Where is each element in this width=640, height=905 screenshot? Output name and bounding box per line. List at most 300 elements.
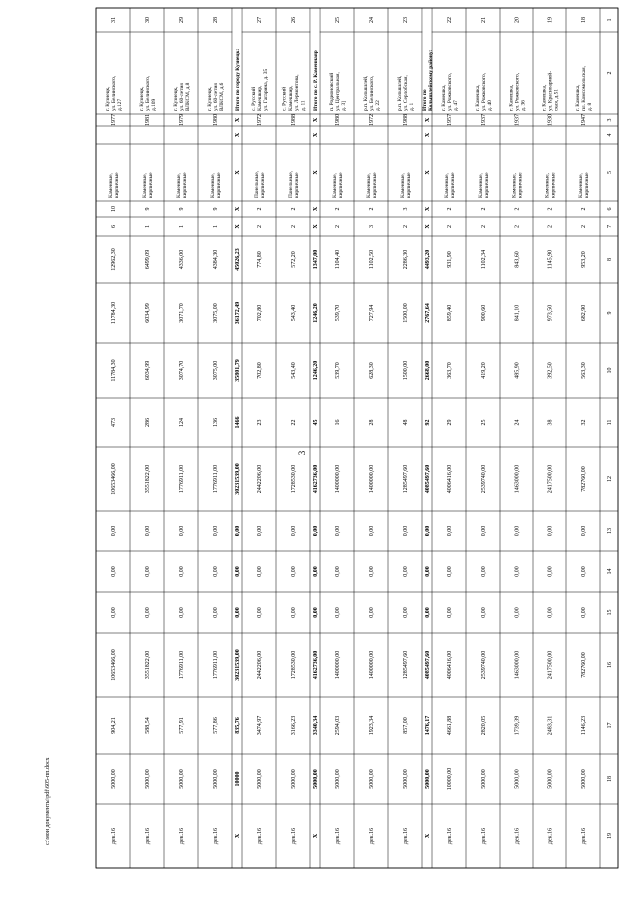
total-row-label: Итого по с. Р. Каменнаяр (313, 50, 319, 111)
table-cell: 0,00 (547, 607, 554, 618)
total-cell: 5000,00 (313, 769, 319, 789)
table-cell: дек.16 (369, 827, 375, 845)
table-cell: 5000,00 (481, 769, 487, 789)
table-cell: 2 (257, 207, 263, 211)
table-cell: 5000,00 (369, 769, 375, 789)
address-cell: г. Камешка,ул. Рожковского,д. 40 (474, 72, 494, 111)
total-cell: X (235, 206, 241, 212)
total-cell: 35801,79 (235, 359, 241, 382)
table-cell: 0,00 (257, 607, 263, 618)
address-cell: с. РусскийКамешкир,ул. Лермонтова,д. 11 (281, 74, 307, 111)
table-cell: 1972 (257, 114, 263, 126)
table-cell: 5000,00 (335, 769, 341, 789)
table-cell: 727,94 (369, 304, 375, 322)
table-cell: 0,00 (111, 566, 117, 577)
total-cell: 45026,23 (235, 248, 241, 271)
table-cell: 6034,99 (145, 303, 151, 323)
total-cell: 4162736,00 (313, 464, 319, 494)
table-cell: 2 (403, 225, 409, 228)
table-cell: 0,00 (514, 607, 521, 618)
table-cell: 2 (447, 207, 453, 211)
table-cell: 5000,00 (403, 769, 409, 789)
table-cell: 1285497,60 (403, 464, 409, 494)
total-cell: X (235, 170, 241, 175)
table-cell: 577,91 (179, 717, 185, 734)
table-cell: 1728530,00 (291, 650, 297, 680)
wall-material-cell: Панельные,кирпичные (253, 171, 267, 198)
table-cell: 5000,00 (179, 769, 185, 789)
total-row-label: Итого по городу Кузнецк: (235, 48, 241, 111)
table-cell: 6499,09 (145, 249, 151, 270)
table-cell: 12962,30 (111, 248, 117, 271)
table-cell: 2286,30 (403, 249, 409, 270)
table-cell: 1285497,60 (403, 650, 409, 680)
table-cell: 1988 (403, 114, 409, 126)
total-cell: 0,00 (425, 525, 431, 537)
table-cell: 3 (403, 207, 409, 211)
table-cell: дек.16 (547, 827, 554, 845)
table-cell: 0,00 (335, 607, 341, 618)
table-cell: дек.16 (481, 827, 487, 845)
column-number-6: 6 (607, 207, 613, 211)
total-cell: X (235, 132, 241, 138)
table-cell: 2442206,00 (257, 464, 263, 494)
table-cell: 3071,70 (179, 303, 185, 323)
column-number-9: 9 (607, 311, 613, 315)
column-number-18: 18 (607, 776, 613, 782)
table-cell: 0,00 (179, 607, 185, 618)
address-cell: г. Камешка,пл. Комсомольская,д. 8 (574, 66, 594, 111)
table-cell: 2 (581, 225, 587, 228)
table-cell: 2 (481, 207, 487, 211)
table-cell: 0,00 (179, 566, 185, 577)
table-cell: 38 (547, 419, 554, 426)
total-cell: 1347,00 (313, 249, 319, 270)
table-cell: 1980 (213, 114, 219, 126)
column-number-15: 15 (607, 609, 613, 616)
table-cell: 2 (291, 207, 297, 211)
table-cell: 3074,70 (179, 360, 185, 381)
total-cell: 5000,00 (425, 769, 431, 789)
table-cell: 1776911,00 (179, 650, 185, 680)
address-cell: г. Кузнецк,ул. Белинского,д.109 (138, 75, 158, 111)
table-cell: 0,00 (213, 525, 219, 537)
table-cell: 973,50 (547, 304, 554, 322)
table-cell: 782760,00 (581, 652, 587, 678)
column-number-17: 17 (607, 722, 613, 729)
total-cell: 4493,20 (425, 249, 431, 270)
table-cell: дек.16 (145, 827, 151, 845)
total-cell: 1246,20 (313, 303, 319, 323)
column-number-13: 13 (607, 528, 613, 534)
row-number-cell: 26 (291, 17, 297, 23)
table-cell: 22 (291, 419, 297, 426)
table-cell: 1104,40 (335, 249, 341, 270)
wall-material-cell: Каменные,кирпичные (209, 172, 223, 198)
table-cell: 0,00 (447, 566, 453, 577)
total-cell: 4085497,60 (425, 464, 431, 494)
table-cell: 16 (335, 419, 341, 426)
row-number-cell: 25 (335, 17, 341, 23)
table-cell: 473 (111, 418, 117, 427)
table-cell: 1776911,00 (213, 464, 219, 494)
table-cell: 0,00 (581, 525, 587, 537)
table-cell: 1463000,00 (514, 464, 521, 494)
table-cell: 0,00 (403, 607, 409, 618)
total-cell: 2668,00 (425, 360, 431, 381)
table-cell: 2 (481, 225, 487, 228)
table-cell: 11784,30 (111, 359, 117, 382)
table-cell: 702,80 (257, 304, 263, 322)
table-cell: 1977 (111, 114, 117, 126)
table-cell: 0,00 (111, 607, 117, 618)
table-cell: 3474,97 (257, 715, 263, 736)
table-cell: 1988 (291, 114, 297, 126)
table-cell: 0,00 (481, 607, 487, 618)
page-number: 3 (297, 450, 307, 456)
table-cell: 0,00 (481, 566, 487, 577)
table-cell: 0,00 (514, 525, 521, 537)
table-cell: 2417500,00 (547, 650, 554, 680)
table-cell: 843,60 (514, 251, 521, 268)
table-cell: 2 (514, 207, 521, 211)
total-cell: X (235, 833, 241, 839)
table-cell: дек.16 (581, 827, 587, 845)
total-cell: 3340,34 (313, 715, 319, 736)
wall-material-cell: Каменные,кирпичные (443, 172, 457, 198)
table-cell: 774,80 (257, 251, 263, 268)
table-cell: 32 (581, 419, 587, 426)
row-number-cell: 18 (581, 17, 587, 23)
table-cell: 1930 (547, 114, 554, 126)
table-cell: 1102,34 (481, 249, 487, 270)
table-cell: 0,00 (581, 607, 587, 618)
row-number-cell: 19 (547, 17, 554, 23)
table-cell: 0,00 (111, 525, 117, 537)
address-cell: г. Камешка,ул. Красноармей-ская, д.51 (541, 71, 560, 111)
wall-material-cell: Каменные,кирпичные (399, 172, 413, 198)
row-number-cell: 22 (447, 17, 453, 23)
table-cell: 1776911,00 (213, 650, 219, 680)
total-cell: 0,00 (313, 607, 319, 618)
table-cell: 1937 (514, 114, 521, 126)
column-number-2: 2 (607, 71, 613, 75)
column-number-3: 3 (607, 118, 613, 122)
row-number-cell: 20 (514, 17, 521, 23)
table-cell: 392,50 (547, 362, 554, 379)
table-cell: 0,00 (145, 607, 151, 618)
table-cell: 1923,34 (369, 715, 375, 736)
wall-material-cell: Каменные,кирпичные (544, 172, 557, 198)
total-cell: 0,00 (235, 525, 241, 537)
total-cell: 30231539,00 (235, 463, 241, 495)
address-cell: г. Кузнецк,ул. Белинского,д.127 (104, 75, 124, 111)
table-cell: 11784,30 (111, 301, 117, 325)
table-cell: 0,00 (291, 525, 297, 537)
total-cell: X (313, 833, 319, 839)
table-cell: 2 (291, 225, 297, 228)
total-cell: 2767,64 (425, 303, 431, 323)
table-cell: дек.16 (335, 827, 341, 845)
table-cell: 28 (369, 419, 375, 426)
total-cell: 30231539,00 (235, 649, 241, 681)
table-cell: 1400000,00 (335, 650, 341, 680)
table-cell: 24 (514, 419, 521, 426)
table-cell: 1102,50 (369, 249, 375, 270)
table-cell: 0,00 (145, 525, 151, 537)
table-cell: 1500,00 (403, 303, 409, 323)
table-cell: 2820,05 (481, 715, 487, 736)
table-cell: 3166,23 (291, 715, 297, 736)
table-cell: 0,00 (369, 525, 375, 537)
total-cell: 4085497,60 (425, 650, 431, 680)
table-cell: 5000,00 (514, 769, 521, 789)
table-cell: 0,00 (447, 525, 453, 537)
column-number-8: 8 (607, 258, 613, 261)
table-cell: 363,70 (447, 362, 453, 379)
table-cell: 0,00 (145, 566, 151, 577)
row-number-cell: 21 (481, 17, 487, 23)
table-cell: 0,00 (335, 525, 341, 537)
table-cell: 702,80 (257, 362, 263, 379)
total-cell: 1476,17 (425, 715, 431, 736)
table-cell: 3075,00 (213, 360, 219, 381)
total-cell: 36172,49 (235, 301, 241, 325)
table-cell: 563,30 (581, 362, 587, 379)
table-cell: 2 (547, 207, 554, 211)
table-border (96, 8, 618, 868)
table-cell: 3075,00 (213, 303, 219, 323)
table-cell: 953,20 (581, 251, 587, 268)
table-cell: 543,40 (291, 362, 297, 379)
table-cell: дек.16 (447, 827, 453, 845)
total-cell: 4162736,00 (313, 650, 319, 680)
table-cell: 0,00 (403, 525, 409, 537)
table-cell: 682,90 (581, 304, 587, 322)
table-cell: дек.16 (403, 827, 409, 845)
address-cell: р.п. Колышлей,ул. Серлобская,д. 1 (396, 75, 416, 111)
total-cell: 0,00 (235, 607, 241, 618)
total-cell: 1246,20 (313, 360, 319, 381)
total-cell: X (425, 224, 431, 229)
table-cell: 1146,23 (581, 715, 587, 736)
table-cell: 2442206,00 (257, 650, 263, 680)
table-cell: 1972 (369, 114, 375, 126)
table-cell: 1400000,00 (335, 464, 341, 494)
table-cell: 543,40 (291, 304, 297, 322)
address-cell: г. Кузнецк,ул. 60-летияВЛКСМ, д.8 (172, 82, 192, 111)
table-cell: 6034,99 (145, 360, 151, 381)
address-cell: г. Камешка,ул. Рожковского,д. 36 (508, 72, 527, 111)
table-cell: 0,00 (481, 525, 487, 537)
table-cell: 1957 (447, 114, 453, 126)
table-cell: 29 (447, 419, 453, 426)
table-cell: 1 (145, 225, 151, 228)
row-number-cell: 24 (369, 17, 375, 23)
row-number-cell: 29 (179, 17, 185, 23)
table-cell: 859,40 (447, 304, 453, 322)
column-number-5: 5 (607, 171, 613, 174)
table-cell: 4384,30 (213, 249, 219, 270)
table-cell: 1145,90 (547, 249, 554, 270)
table-cell: дек.16 (111, 827, 117, 845)
table-cell: 1981 (145, 114, 151, 126)
total-cell: X (313, 132, 319, 138)
table-cell: 0,00 (547, 566, 554, 577)
table-cell: 4336,00 (179, 249, 185, 270)
total-cell: 835,76 (235, 717, 241, 734)
column-number-7: 7 (607, 225, 613, 228)
row-number-cell: 30 (145, 17, 151, 23)
table-cell: 0,00 (447, 607, 453, 618)
table-cell: 904,21 (111, 717, 117, 734)
table-cell: 1400000,00 (369, 650, 375, 680)
table-cell: 2 (335, 225, 341, 228)
table-cell: дек.16 (514, 827, 521, 845)
table-cell: 0,00 (291, 566, 297, 577)
table-cell: 6 (111, 225, 117, 228)
table-cell: 2 (335, 207, 341, 211)
column-number-12: 12 (607, 476, 613, 482)
table-cell: 1980 (335, 114, 341, 126)
table-cell: 539,70 (335, 362, 341, 379)
total-cell: X (235, 117, 241, 123)
table-cell: 588,54 (145, 717, 151, 734)
total-cell: X (425, 170, 431, 175)
column-number-19: 19 (607, 833, 613, 839)
table-cell: 2 (514, 225, 521, 228)
address-cell: с. РусскийКамешкир,ул. Гагарина, д. 35 (250, 68, 270, 111)
table-cell: 1979 (179, 114, 185, 126)
table-cell: 782760,00 (581, 466, 587, 492)
row-number-cell: 28 (213, 17, 219, 23)
table-cell: 931,90 (447, 251, 453, 268)
wall-material-cell: Каменные,кирпичные (331, 172, 345, 198)
table-cell: 2539740,00 (481, 650, 487, 680)
column-number-1: 1 (607, 18, 613, 22)
total-cell: 1466 (235, 416, 241, 429)
table-cell: 2417500,00 (547, 464, 554, 494)
table-cell: 1937 (481, 114, 487, 126)
table-cell: 2 (447, 225, 453, 228)
table-cell: 419,20 (481, 362, 487, 379)
total-cell: 10000 (235, 771, 241, 787)
table-cell: 124 (179, 418, 185, 427)
table-cell: 4006416,00 (447, 650, 453, 680)
address-cell: п. Родионовскийул. Центральная,д. 3] (328, 72, 348, 111)
table-cell: 5000,00 (257, 769, 263, 789)
total-cell: X (425, 132, 431, 138)
wall-material-cell: Каменные,кирпичные (107, 172, 121, 198)
table-cell: 857,00 (403, 717, 409, 734)
total-cell: X (313, 117, 319, 123)
total-cell: X (313, 206, 319, 212)
total-cell: X (235, 224, 241, 229)
table-cell: 9 (145, 207, 151, 211)
total-cell: 92 (425, 419, 431, 426)
total-cell: X (425, 206, 431, 212)
table-cell: 577,86 (213, 717, 219, 734)
wall-material-cell: Каменные,кирпичные (365, 172, 379, 198)
table-cell: дек.16 (257, 827, 263, 845)
table-cell: 10653466,00 (111, 463, 117, 495)
wall-material-cell: Каменные,кирпичные (141, 172, 155, 198)
table-cell: 0,00 (369, 566, 375, 577)
column-number-11: 11 (607, 419, 613, 426)
table-cell: дек.16 (179, 827, 185, 845)
table-cell: 2483,31 (547, 715, 554, 736)
table-cell: 2 (257, 225, 263, 228)
table-cell: 4661,88 (447, 715, 453, 736)
wall-material-cell: Панельные,кирпичные (287, 171, 301, 198)
table-cell: 900,60 (481, 304, 487, 322)
table-cell: 0,00 (581, 566, 587, 577)
table-cell: 3551822,00 (145, 650, 151, 680)
table-cell: 5000,00 (547, 769, 554, 789)
table-cell: 4006416,00 (447, 464, 453, 494)
table-cell: 1 (179, 225, 185, 228)
total-cell: X (425, 117, 431, 123)
total-cell: 0,00 (313, 566, 319, 577)
table-cell: 0,00 (213, 566, 219, 577)
table-cell: 485,90 (514, 362, 521, 379)
table-cell: 10 (111, 206, 117, 212)
table-cell: 9 (179, 207, 185, 211)
table-cell: 25 (481, 419, 487, 426)
table-cell: 5000,00 (213, 769, 219, 789)
total-cell: X (425, 833, 431, 839)
table-cell: 286 (145, 418, 151, 427)
table-cell: 0,00 (257, 525, 263, 537)
table-cell: 0,00 (291, 607, 297, 618)
total-cell: 45 (313, 419, 319, 426)
row-number-cell: 27 (257, 17, 263, 23)
table-cell: 5000,00 (145, 769, 151, 789)
table-cell: 2 (369, 207, 375, 211)
table-cell: дек.16 (291, 827, 297, 845)
table-cell: 1463000,00 (514, 650, 521, 680)
table-cell: 1947 (581, 114, 587, 126)
table-cell: дек.16 (213, 827, 219, 845)
table-cell: 0,00 (335, 566, 341, 577)
address-cell: г. Кузнецк,ул. 60-летияВЛКСМ, д.6 (206, 82, 226, 111)
table-cell: 1739,39 (514, 715, 521, 736)
total-row-label: Итого поКолышлейскому району: (421, 49, 435, 111)
total-cell: 0,00 (313, 525, 319, 537)
table-cell: 0,00 (369, 607, 375, 618)
table-cell: 1728530,00 (291, 464, 297, 494)
column-number-14: 14 (607, 568, 613, 575)
wall-material-cell: Каменные,кирпичные (511, 172, 524, 198)
total-cell: 0,00 (425, 566, 431, 577)
table-cell: 136 (213, 418, 219, 427)
table-cell: 10653466,00 (111, 649, 117, 681)
table-cell: 572,20 (291, 251, 297, 268)
wall-material-cell: Каменные,кирпичные (175, 172, 189, 198)
table-cell: 1500,00 (403, 360, 409, 381)
table-cell: 2 (547, 225, 554, 228)
total-cell: 0,00 (235, 566, 241, 577)
total-cell: 0,00 (425, 607, 431, 618)
wall-material-cell: Каменные,кирпичные (477, 172, 491, 198)
column-number-16: 16 (607, 662, 613, 668)
table-cell: 9 (213, 207, 219, 211)
table-cell: 5000,00 (291, 769, 297, 789)
wall-material-cell: Каменные,кирпичные (577, 172, 591, 198)
table-cell: 5000,00 (581, 769, 587, 789)
table-cell: 0,00 (213, 607, 219, 618)
table-cell: 10000,00 (447, 767, 453, 791)
